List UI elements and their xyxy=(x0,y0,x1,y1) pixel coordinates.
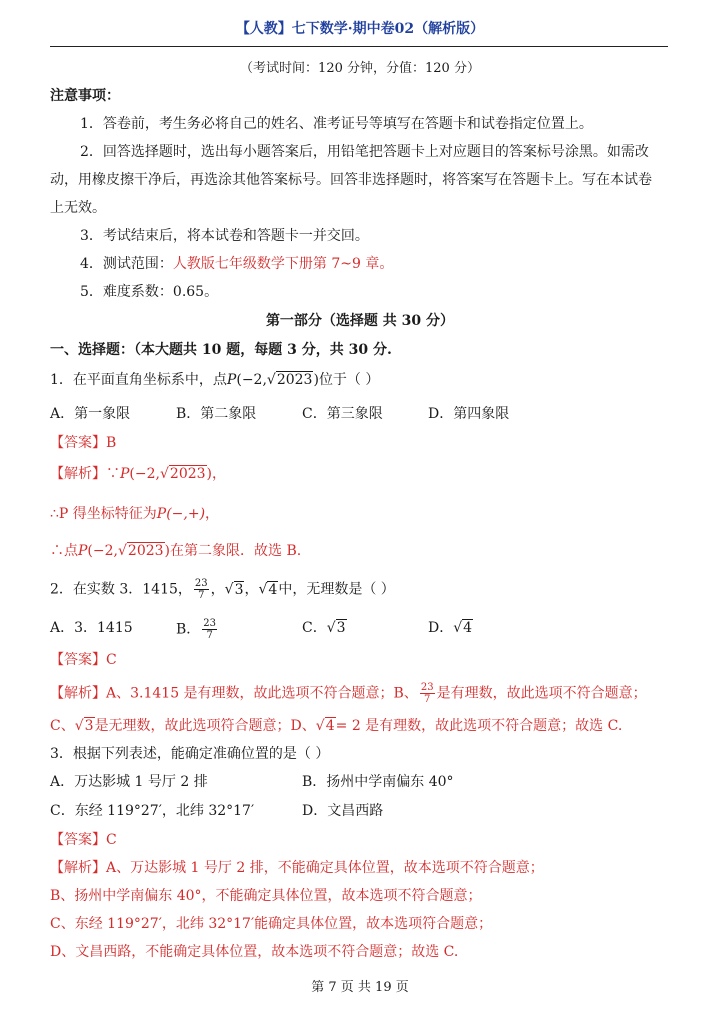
q1-analysis-line-2-text: ∴P 得坐标特征为 xyxy=(50,506,157,522)
question-1-stem: 1．在平面直角坐标系中，点P(−2,√2023)位于（ ） xyxy=(50,372,380,388)
q1-point-label: P xyxy=(226,372,237,388)
q1-analysis-line-3-text: ∴点 xyxy=(50,543,78,559)
q2-analysis-2-b: 是无理数，故此选项符合题意；D、 xyxy=(94,718,316,734)
q2-fraction xyxy=(194,578,209,601)
q3-option-d: D．文昌西路 xyxy=(302,803,384,819)
q2-sqrt-3: 3 xyxy=(234,581,244,598)
q1-analysis-line-3-coord: −2, xyxy=(92,543,118,559)
page-footer: 第 7 页 共 19 页 xyxy=(311,980,409,995)
q2-option-b-numerator: 23 xyxy=(203,618,217,629)
q1-option-c: C．第三象限 xyxy=(302,406,383,422)
q2-fraction-denominator: 7 xyxy=(198,590,205,601)
q2-option-b-label: B． xyxy=(176,621,201,638)
question-2-stem: 2．在实数 3．1415， $\frac{23}{7}$ ，√3，√4中，无理数是（ ） xyxy=(50,578,395,601)
q2-answer: 【答案】C xyxy=(50,652,117,668)
q2-option-b-fraction xyxy=(202,618,217,641)
q2-option-b-denominator: 7 xyxy=(206,630,213,641)
q2-fraction-numerator: 23 xyxy=(194,578,208,589)
q1-option-d: D．第四象限 xyxy=(428,406,510,422)
q1-analysis-point: P xyxy=(120,466,130,482)
q1-analysis-line-3-tail: 在第二象限．故选 B. xyxy=(170,543,302,559)
page-header-title: 【人教】七下数学·期中卷02（解析版） xyxy=(235,21,485,37)
q3-answer: 【答案】C xyxy=(50,832,117,848)
notice-item-2-line-2: 动，用橡皮擦干净后，再选涂其他答案标号。回答非选择题时，将答案写在答题卡上。写在本试卷 xyxy=(50,172,652,188)
q3-analysis-line-3: C、东经 119°27′，北纬 32°17′能确定具体位置，故本选项符合题意； xyxy=(50,916,493,932)
q2-stem-tail: 中，无理数是（ ） xyxy=(278,581,395,598)
header-divider xyxy=(50,46,668,47)
q1-analysis-line-3: ∴点P(−2,√2023)在第二象限．故选 B. xyxy=(50,543,302,559)
q2-analysis-text-a: 【解析】A、3.1415 是有理数，故此选项不符合题意；B、 xyxy=(50,685,418,702)
q1-analysis-end: ， xyxy=(212,466,227,482)
q1-answer: 【答案】B xyxy=(50,435,117,451)
notice-item-5: 5．难度系数：0.65。 xyxy=(80,284,219,300)
q2-analysis-2-c: = 2 是有理数，故此选项不符合题意；故选 C. xyxy=(335,718,623,734)
q1-stem-text: 1．在平面直角坐标系中，点 xyxy=(50,372,227,388)
notice-item-1: 1．答卷前，考生务必将自己的姓名、准考证号等填写在答题卡和试卷指定位置上。 xyxy=(80,116,593,132)
q1-analysis-line-2-end: ， xyxy=(205,506,220,522)
question-3-stem: 3．根据下列表述，能确定准确位置的是（ ） xyxy=(50,746,330,762)
q3-analysis-line-1: 【解析】A、万达影城 1 号厅 2 排，不能确定具体位置，故本选项不符合题意； xyxy=(50,860,544,876)
notice-heading: 注意事项： xyxy=(50,88,120,104)
notice-item-4-prefix: 4．测试范围： xyxy=(80,256,173,272)
q2-option-d-label: D． xyxy=(428,620,454,636)
notice-item-4 xyxy=(80,254,393,274)
q2-analysis-2-sqrt3: 3 xyxy=(84,718,94,734)
q2-option-b xyxy=(176,618,219,641)
q2-analysis-line-2: C、√3是无理数，故此选项符合题意；D、√4= 2 是有理数，故此选项不符合题意；故选 C. xyxy=(50,718,623,734)
q2-option-c-label: C． xyxy=(302,620,327,636)
q2-option-c-sqrt: 3 xyxy=(336,620,346,636)
section-one-title: 一、选择题：（本大题共 10 题，每题 3 分，共 30 分. xyxy=(50,342,392,358)
q1-analysis-label: 【解析】∵ xyxy=(50,466,120,482)
q2-stem-text: 2．在实数 3．1415， xyxy=(50,581,192,598)
q1-analysis-sqrt: 2023 xyxy=(169,466,206,482)
exam-time-info: （考试时间：120 分钟，分值：120 分） xyxy=(240,61,480,76)
notice-item-3: 3．考试结束后，将本试卷和答题卡一并交回。 xyxy=(80,228,369,244)
q2-option-d-sqrt: 4 xyxy=(463,620,473,636)
q1-analysis-line-3-sqrt: 2023 xyxy=(127,543,164,559)
q2-option-a: A．3．1415 xyxy=(50,620,133,636)
q2-sqrt-4: 4 xyxy=(268,581,278,598)
q1-sqrt-2023: 2023 xyxy=(276,372,313,388)
q3-option-a: A．万达影城 1 号厅 2 排 xyxy=(50,774,208,790)
q1-stem-tail: 位于（ ） xyxy=(318,372,380,388)
q2-analysis-denominator: 7 xyxy=(424,694,431,705)
q1-analysis-coord-x: −2, xyxy=(134,466,160,482)
q2-analysis-2-a: C、 xyxy=(50,718,75,734)
q1-option-a: A．第一象限 xyxy=(50,406,131,422)
q1-analysis-line-3-point: P xyxy=(78,543,88,559)
q3-analysis-line-2: B、扬州中学南偏东 40°，不能确定具体位置，故本选项不符合题意； xyxy=(50,888,482,904)
q1-sign-pattern: P(−,+) xyxy=(156,506,206,522)
q1-coord-x: −2, xyxy=(241,372,267,388)
q2-analysis-text-b: 是有理数，故此选项不符合题意； xyxy=(436,685,647,702)
q3-analysis-line-4: D、文昌西路，不能确定具体位置，故本选项不符合题意；故选 C. xyxy=(50,944,459,960)
q3-option-b: B．扬州中学南偏东 40° xyxy=(302,774,454,790)
q2-analysis-fraction xyxy=(420,682,435,705)
q2-option-c: C．√3 xyxy=(302,620,346,636)
q2-analysis-line-1 xyxy=(50,682,647,705)
q3-option-c: C．东经 119°27′，北纬 32°17′ xyxy=(50,803,255,819)
part-one-title: 第一部分（选择题 共 30 分） xyxy=(265,313,455,329)
q2-analysis-numerator: 23 xyxy=(420,682,434,693)
q2-analysis-2-sqrt4: 4 xyxy=(325,718,335,734)
q2-option-d: D．√4 xyxy=(428,620,473,636)
notice-item-2-line-3: 上无效。 xyxy=(50,200,106,216)
notice-item-2-line-1: 2．回答选择题时，选出每小题答案后，用铅笔把答题卡上对应题目的答案标号涂黑。如需改 xyxy=(80,144,649,160)
q1-analysis-line-1: 【解析】∵P(−2,√2023)， xyxy=(50,466,227,482)
q1-analysis-line-2 xyxy=(50,504,219,524)
test-scope: 人教版七年级数学下册第 7~9 章。 xyxy=(172,256,394,272)
q1-option-b: B．第二象限 xyxy=(176,406,257,422)
